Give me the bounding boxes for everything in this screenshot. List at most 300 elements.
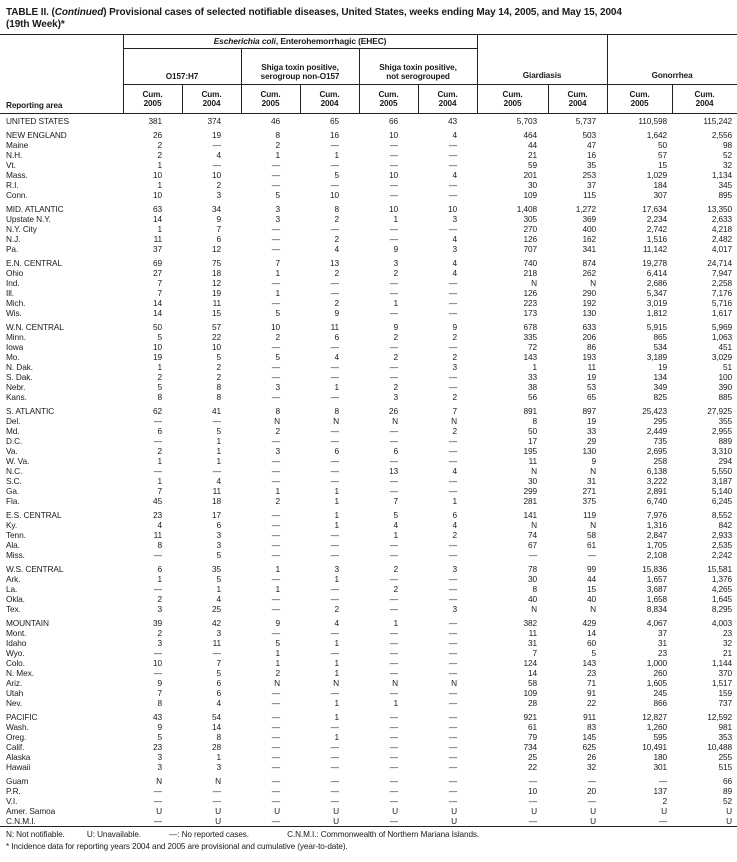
- value-cell: 2,955: [711, 426, 733, 437]
- value-cell: —: [448, 190, 458, 201]
- value-cell: —: [448, 150, 458, 161]
- footnotes: [0, 827, 737, 852]
- value-cell: 5: [393, 510, 398, 521]
- value-cell: 39: [152, 618, 162, 629]
- reporting-area-cell: Calif.: [6, 742, 25, 753]
- value-cell: 78: [528, 564, 538, 575]
- value-cell: —: [330, 456, 339, 467]
- value-cell: —: [330, 594, 339, 605]
- value-cell: 15,836: [642, 564, 668, 575]
- value-cell: —: [271, 604, 280, 615]
- value-cell: 1: [216, 456, 221, 467]
- reporting-area-cell: Wis.: [6, 308, 22, 319]
- value-cell: 17: [211, 510, 221, 521]
- value-cell: 3: [157, 604, 162, 615]
- reporting-area-cell: N.Y. City: [6, 224, 37, 235]
- value-cell: 145: [582, 732, 597, 743]
- table-row: [0, 372, 737, 382]
- value-cell: —: [448, 540, 458, 551]
- value-cell: 2: [216, 362, 221, 373]
- value-cell: —: [448, 574, 458, 585]
- value-cell: 2: [275, 668, 280, 679]
- value-cell: —: [389, 658, 398, 669]
- value-cell: 270: [523, 224, 538, 235]
- reporting-area-cell: Fla.: [6, 496, 20, 507]
- value-cell: —: [389, 224, 398, 235]
- value-cell: 89: [723, 786, 733, 797]
- value-cell: 1: [216, 436, 221, 447]
- value-cell: 1: [334, 712, 339, 723]
- value-cell: —: [448, 648, 458, 659]
- value-cell: 1,000: [646, 658, 668, 669]
- value-cell: —: [448, 298, 458, 309]
- value-cell: 4: [452, 130, 458, 141]
- reporting-area-cell: Alaska: [6, 752, 31, 763]
- table-row: [0, 712, 737, 722]
- value-cell: 1,605: [646, 678, 668, 689]
- table-row: [0, 140, 737, 150]
- value-cell: 195: [523, 446, 538, 457]
- table-row: [0, 564, 737, 574]
- value-cell: —: [153, 816, 162, 827]
- value-cell: 72: [528, 342, 538, 353]
- value-cell: —: [389, 436, 398, 447]
- value-cell: 3: [452, 214, 458, 225]
- value-cell: —: [389, 190, 398, 201]
- table-row: [0, 476, 737, 486]
- value-cell: —: [330, 786, 339, 797]
- value-cell: 10: [152, 170, 162, 181]
- reporting-area-cell: N.J.: [6, 234, 21, 245]
- value-cell: 1: [334, 698, 339, 709]
- legend-no-reported-cases: —: No reported cases.: [169, 830, 249, 840]
- value-cell: 3: [157, 762, 162, 773]
- value-cell: 260: [653, 668, 668, 679]
- table-row: [0, 796, 737, 806]
- value-cell: —: [448, 436, 458, 447]
- value-cell: —: [448, 446, 458, 457]
- value-cell: —: [271, 224, 280, 235]
- value-cell: —: [212, 416, 221, 427]
- value-cell: 83: [587, 722, 597, 733]
- reporting-area-cell: C.N.M.I.: [6, 816, 36, 827]
- value-cell: 4,017: [711, 244, 733, 255]
- reporting-area-cell: Hawaii: [6, 762, 31, 773]
- value-cell: 1: [334, 150, 339, 161]
- value-cell: —: [389, 486, 398, 497]
- reporting-area-cell: R.I.: [6, 180, 19, 191]
- value-cell: 4,218: [711, 224, 733, 235]
- reporting-area-cell: Nev.: [6, 698, 23, 709]
- value-cell: N: [333, 416, 339, 427]
- col-header-cum-2005: Cum. 2005: [359, 85, 418, 114]
- value-cell: 34: [211, 204, 221, 215]
- value-cell: U: [215, 816, 221, 827]
- value-cell: 294: [718, 456, 733, 467]
- col-header-cum-2004: Cum. 2004: [672, 85, 737, 114]
- value-cell: —: [271, 436, 280, 447]
- value-cell: 3: [216, 190, 221, 201]
- value-cell: 3: [157, 752, 162, 763]
- reporting-area-cell: Minn.: [6, 332, 26, 343]
- value-cell: —: [271, 628, 280, 639]
- value-cell: 62: [152, 406, 162, 417]
- value-cell: U: [156, 806, 162, 817]
- value-cell: —: [389, 776, 398, 787]
- value-cell: 7,947: [711, 268, 733, 279]
- value-cell: 825: [653, 392, 668, 403]
- value-cell: 10,488: [707, 742, 733, 753]
- col-header-cum-2005: Cum. 2005: [477, 85, 548, 114]
- value-cell: 8: [157, 392, 162, 403]
- value-cell: 10: [152, 342, 162, 353]
- table-row: [0, 762, 737, 772]
- value-cell: —: [330, 180, 339, 191]
- value-cell: 2,258: [711, 278, 733, 289]
- value-cell: —: [330, 752, 339, 763]
- value-cell: —: [271, 530, 280, 541]
- value-cell: —: [212, 796, 221, 807]
- value-cell: —: [389, 550, 398, 561]
- value-cell: 10: [211, 170, 221, 181]
- value-cell: 625: [582, 742, 597, 753]
- value-cell: 4,265: [711, 584, 733, 595]
- table-row: [0, 786, 737, 796]
- value-cell: 1: [275, 648, 280, 659]
- value-cell: 2,242: [711, 550, 733, 561]
- value-cell: 10: [388, 130, 398, 141]
- value-cell: 5: [157, 732, 162, 743]
- reporting-area-cell: Mass.: [6, 170, 28, 181]
- table-row: [0, 416, 737, 426]
- value-cell: 2,686: [646, 278, 668, 289]
- value-cell: —: [330, 628, 339, 639]
- value-cell: 21: [528, 150, 538, 161]
- value-cell: 15: [658, 160, 668, 171]
- value-cell: 32: [723, 638, 733, 649]
- value-cell: 134: [653, 372, 668, 383]
- value-cell: 43: [152, 712, 162, 723]
- value-cell: 633: [582, 322, 597, 333]
- table-row: [0, 466, 737, 476]
- value-cell: 23: [723, 628, 733, 639]
- col-header-cum-2005: Cum. 2005: [123, 85, 182, 114]
- value-cell: 8,834: [646, 604, 668, 615]
- value-cell: 13,350: [707, 204, 733, 215]
- value-cell: 74: [528, 530, 538, 541]
- value-cell: —: [330, 372, 339, 383]
- value-cell: 2: [334, 268, 339, 279]
- value-cell: 8: [334, 406, 339, 417]
- value-cell: 3: [334, 564, 339, 575]
- ehec-group-header: Escherichia coli, Enterohemorrhagic (EHEC): [123, 35, 477, 49]
- value-cell: —: [389, 308, 398, 319]
- value-cell: 6: [157, 426, 162, 437]
- value-cell: 349: [653, 382, 668, 393]
- value-cell: —: [448, 288, 458, 299]
- value-cell: 3: [452, 362, 458, 373]
- value-cell: —: [448, 594, 458, 605]
- value-cell: —: [389, 342, 398, 353]
- value-cell: 3,029: [711, 352, 733, 363]
- value-cell: 895: [718, 190, 733, 201]
- value-cell: 7: [157, 288, 162, 299]
- value-cell: 16: [329, 130, 339, 141]
- reporting-area-cell: W.N. CENTRAL: [6, 322, 64, 333]
- value-cell: 4: [216, 476, 221, 487]
- value-cell: 44: [528, 140, 538, 151]
- value-cell: —: [389, 712, 398, 723]
- value-cell: 12,827: [642, 712, 668, 723]
- value-cell: 218: [523, 268, 538, 279]
- value-cell: 1: [334, 668, 339, 679]
- table-row: [0, 628, 737, 638]
- value-cell: —: [330, 288, 339, 299]
- table-row: [0, 574, 737, 584]
- value-cell: —: [448, 618, 458, 629]
- value-cell: 40: [587, 594, 597, 605]
- value-cell: 12,592: [707, 712, 733, 723]
- value-cell: 4: [452, 234, 458, 245]
- value-cell: 22: [587, 698, 597, 709]
- value-cell: —: [330, 530, 339, 541]
- value-cell: 11: [153, 234, 162, 245]
- value-cell: 6: [452, 510, 458, 521]
- value-cell: 8: [216, 392, 221, 403]
- value-cell: 9: [157, 722, 162, 733]
- value-cell: 15: [211, 308, 221, 319]
- reporting-area-cell: Ariz.: [6, 678, 23, 689]
- value-cell: 7: [275, 258, 280, 269]
- value-cell: 19,278: [642, 258, 668, 269]
- value-cell: 2,891: [646, 486, 668, 497]
- value-cell: 5,969: [711, 322, 733, 333]
- table-row: [0, 406, 737, 416]
- table-row: [0, 618, 737, 628]
- table-row: [0, 214, 737, 224]
- value-cell: 6,740: [646, 496, 668, 507]
- value-cell: N: [531, 604, 538, 615]
- value-cell: 1,029: [646, 170, 668, 181]
- value-cell: 11: [587, 362, 597, 373]
- value-cell: —: [271, 456, 280, 467]
- value-cell: 1: [157, 574, 162, 585]
- value-cell: 1,657: [646, 574, 668, 585]
- value-cell: 2: [157, 446, 162, 457]
- value-cell: 58: [528, 678, 538, 689]
- value-cell: 382: [523, 618, 538, 629]
- value-cell: 262: [582, 268, 597, 279]
- value-cell: 26: [152, 130, 162, 141]
- value-cell: 9: [275, 618, 280, 629]
- footnote-legend: [6, 830, 737, 841]
- value-cell: —: [389, 668, 398, 679]
- value-cell: —: [271, 244, 280, 255]
- value-cell: N: [392, 416, 398, 427]
- value-cell: —: [153, 584, 162, 595]
- value-cell: 3: [216, 530, 221, 541]
- value-cell: —: [389, 456, 398, 467]
- value-cell: 66: [388, 116, 398, 127]
- value-cell: 159: [718, 688, 733, 699]
- value-cell: 1: [334, 638, 339, 649]
- table-row: [0, 520, 737, 530]
- value-cell: 1,516: [646, 234, 668, 245]
- table-row: [0, 486, 737, 496]
- value-cell: —: [389, 160, 398, 171]
- value-cell: 19: [211, 130, 221, 141]
- value-cell: 8,552: [711, 510, 733, 521]
- value-cell: 595: [653, 732, 668, 743]
- value-cell: —: [330, 742, 339, 753]
- value-cell: 1: [275, 658, 280, 669]
- value-cell: —: [271, 550, 280, 561]
- value-cell: —: [448, 752, 458, 763]
- reporting-area-cell: S.C.: [6, 476, 22, 487]
- table-row: [0, 456, 737, 466]
- value-cell: 11: [212, 298, 221, 309]
- value-cell: 67: [528, 540, 538, 551]
- value-cell: 8: [532, 416, 538, 427]
- value-cell: 29: [587, 436, 597, 447]
- value-cell: 6,245: [711, 496, 733, 507]
- value-cell: 10: [329, 190, 339, 201]
- value-cell: 5: [216, 668, 221, 679]
- value-cell: 1,812: [646, 308, 668, 319]
- reporting-area-cell: N. Dak.: [6, 362, 33, 373]
- value-cell: 46: [270, 116, 280, 127]
- table-row: [0, 436, 737, 446]
- table-row: [0, 752, 737, 762]
- value-cell: 3,222: [646, 476, 668, 487]
- value-cell: 3: [275, 204, 280, 215]
- value-cell: 2,847: [646, 530, 668, 541]
- value-cell: 281: [523, 496, 538, 507]
- value-cell: —: [448, 382, 458, 393]
- value-cell: 381: [148, 116, 162, 127]
- value-cell: 255: [718, 752, 733, 763]
- value-cell: 8: [334, 204, 339, 215]
- table-row: [0, 806, 737, 816]
- reporting-area-cell: E.S. CENTRAL: [6, 510, 62, 521]
- value-cell: 7: [216, 224, 221, 235]
- table-row: [0, 604, 737, 614]
- table-row: [0, 180, 737, 190]
- value-cell: 301: [653, 762, 668, 773]
- value-cell: 110,598: [638, 116, 668, 127]
- value-cell: —: [389, 628, 398, 639]
- value-cell: 6,138: [646, 466, 668, 477]
- gonorrhea-group-header: Gonorrhea: [607, 35, 737, 85]
- value-cell: 65: [329, 116, 339, 127]
- value-cell: 98: [723, 140, 733, 151]
- value-cell: 2,234: [646, 214, 668, 225]
- value-cell: 5,550: [711, 466, 733, 477]
- col-header-cum-2005: Cum. 2005: [241, 85, 300, 114]
- value-cell: 678: [523, 322, 538, 333]
- value-cell: 143: [523, 352, 538, 363]
- value-cell: —: [389, 752, 398, 763]
- value-cell: —: [330, 762, 339, 773]
- value-cell: —: [271, 762, 280, 773]
- value-cell: —: [587, 776, 597, 787]
- value-cell: 54: [211, 712, 221, 723]
- value-cell: 45: [152, 496, 162, 507]
- value-cell: —: [448, 796, 458, 807]
- value-cell: 12: [211, 278, 221, 289]
- value-cell: 6: [334, 446, 339, 457]
- legend-cnmi: C.N.M.I.: Commonwealth of Northern Mariana Islands.: [287, 830, 480, 840]
- value-cell: 19: [587, 416, 597, 427]
- value-cell: 20: [587, 786, 597, 797]
- value-cell: 2: [452, 392, 458, 403]
- value-cell: —: [271, 520, 280, 531]
- value-cell: 1,260: [646, 722, 668, 733]
- value-cell: 3,310: [711, 446, 733, 457]
- value-cell: 33: [528, 372, 538, 383]
- value-cell: 3: [452, 564, 458, 575]
- value-cell: 119: [583, 510, 597, 521]
- value-cell: 1,617: [711, 308, 733, 319]
- value-cell: N: [451, 678, 458, 689]
- table-row: [0, 352, 737, 362]
- value-cell: —: [271, 372, 280, 383]
- value-cell: 2: [662, 796, 668, 807]
- value-cell: —: [271, 574, 280, 585]
- value-cell: 2,482: [711, 234, 733, 245]
- value-cell: 1: [532, 362, 538, 373]
- value-cell: 124: [523, 658, 538, 669]
- value-cell: 201: [523, 170, 538, 181]
- value-cell: 5: [216, 352, 221, 363]
- value-cell: 50: [152, 322, 162, 333]
- value-cell: 4: [216, 698, 221, 709]
- reporting-area-cell: W. Va.: [6, 456, 30, 467]
- value-cell: 9: [334, 308, 339, 319]
- value-cell: 2,695: [646, 446, 668, 457]
- table-row: [0, 732, 737, 742]
- value-cell: 6: [216, 678, 221, 689]
- table-row: [0, 362, 737, 372]
- value-cell: —: [271, 722, 280, 733]
- value-cell: 1: [216, 752, 221, 763]
- value-cell: —: [330, 342, 339, 353]
- value-cell: —: [528, 796, 538, 807]
- value-cell: 1: [216, 446, 221, 457]
- value-cell: 109: [523, 688, 538, 699]
- value-cell: 3: [393, 392, 398, 403]
- value-cell: —: [389, 732, 398, 743]
- reporting-area-cell: UNITED STATES: [6, 116, 69, 127]
- value-cell: 3,687: [646, 584, 668, 595]
- value-cell: 6: [216, 234, 221, 245]
- table-row: [0, 322, 737, 332]
- value-cell: 65: [587, 392, 597, 403]
- value-cell: —: [389, 688, 398, 699]
- value-cell: 1: [334, 732, 339, 743]
- value-cell: 86: [587, 342, 597, 353]
- value-cell: 1: [157, 476, 162, 487]
- value-cell: N: [590, 466, 597, 477]
- value-cell: 19: [587, 372, 597, 383]
- value-cell: 14: [528, 668, 538, 679]
- value-cell: 130: [582, 446, 597, 457]
- value-cell: 5: [216, 574, 221, 585]
- value-cell: 1: [275, 564, 280, 575]
- value-cell: —: [389, 594, 398, 605]
- table-row: [0, 298, 737, 308]
- value-cell: —: [389, 540, 398, 551]
